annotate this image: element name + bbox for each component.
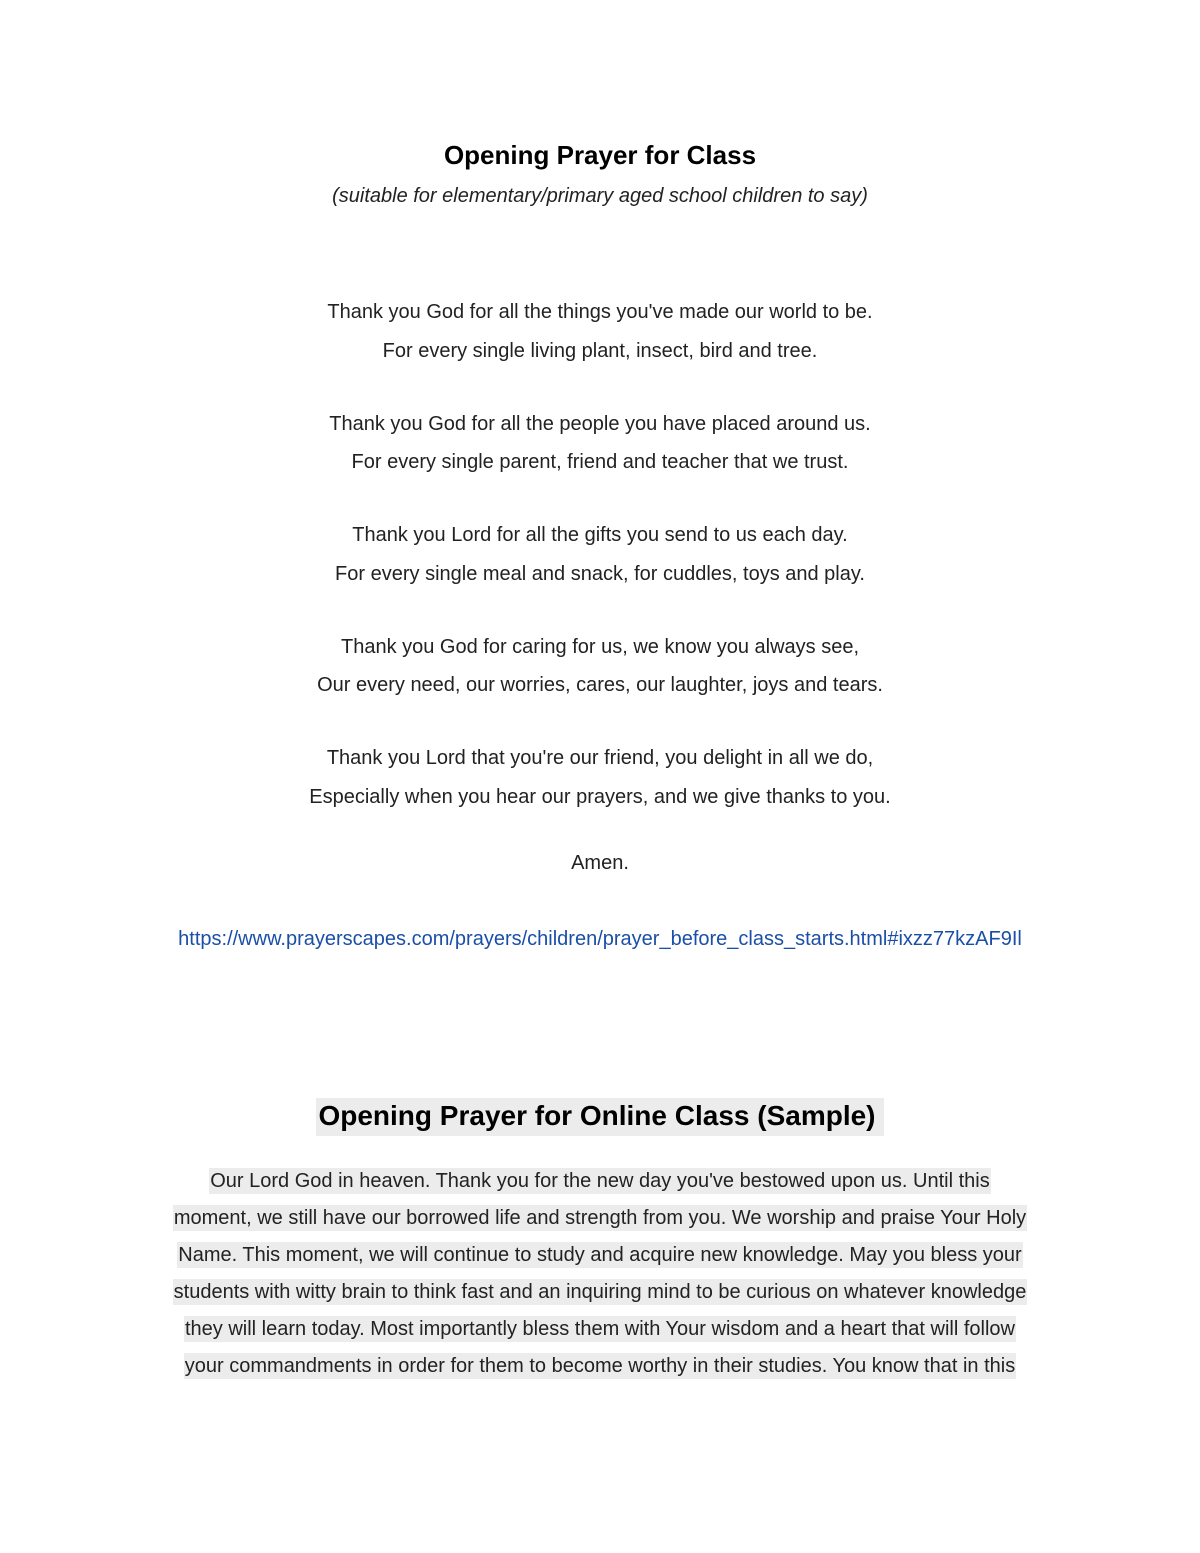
paragraph-line [140, 1348, 1060, 1385]
page-subtitle: (suitable for elementary/primary aged school children to say) [332, 185, 868, 207]
stanza [0, 293, 1200, 370]
stanza [0, 516, 1200, 593]
poem-line: For every single living plant, insect, bird and tree. [382, 339, 818, 362]
section-heading-wrap [0, 1098, 1200, 1136]
poem-line: Thank you God for caring for us, we know you always see, [340, 635, 860, 658]
paragraph-line-text: Our Lord God in heaven. Thank you for the new day you've bestowed upon us. Until this [210, 1170, 990, 1192]
paragraph-line-text: moment, we still have our borrowed life and strength from you. We worship and praise Your Holy [173, 1207, 1027, 1229]
paragraph-line-text: students with witty brain to think fast and an inquiring mind to be curious on whatever knowledge [173, 1281, 1027, 1303]
paragraph-line [140, 1274, 1060, 1311]
poem-line: Our every need, our worries, cares, our laughter, joys and tears. [317, 674, 883, 696]
stanza [0, 405, 1200, 482]
amen-text: Amen. [571, 852, 629, 874]
paragraph-line [140, 1200, 1060, 1237]
poem-line: For every single parent, friend and teacher that we trust. [351, 451, 849, 473]
paragraph-line-text: Name. This moment, we will continue to study and acquire new knowledge. May you bless your [178, 1244, 1022, 1266]
poem-line: Especially when you hear our prayers, and we give thanks to you. [309, 785, 891, 808]
poem-line: Thank you God for all the things you've made our world to be. [327, 301, 873, 323]
paragraph-line [140, 1311, 1060, 1348]
source-link[interactable]: https://www.prayerscapes.com/prayers/children/prayer_before_class_starts.html#ixzz77kzAF9Il [178, 928, 1022, 950]
paragraph-line-text: your commandments in order for them to become worthy in their studies. You know that in this [184, 1355, 1016, 1377]
paragraph-line-text: they will learn today. Most importantly bless them with Your wisdom and a heart that will follow [184, 1318, 1015, 1340]
stanza [0, 739, 1200, 816]
paragraph-line [140, 1163, 1060, 1200]
stanza [0, 628, 1200, 705]
page-title: Opening Prayer for Class [443, 140, 757, 170]
poem-line: Thank you God for all the people you have placed around us. [329, 412, 871, 435]
poem-line: For every single meal and snack, for cuddles, toys and play. [335, 562, 865, 585]
paragraph-line [140, 1237, 1060, 1274]
section-heading: Opening Prayer for Online Class (Sample) [316, 1098, 883, 1136]
poem-line: Thank you Lord for all the gifts you send to us each day. [352, 524, 848, 546]
poem-line: Thank you Lord that you're our friend, you delight in all we do, [326, 747, 874, 769]
prayer-poem [0, 293, 1200, 851]
online-prayer-paragraph [140, 1163, 1060, 1385]
